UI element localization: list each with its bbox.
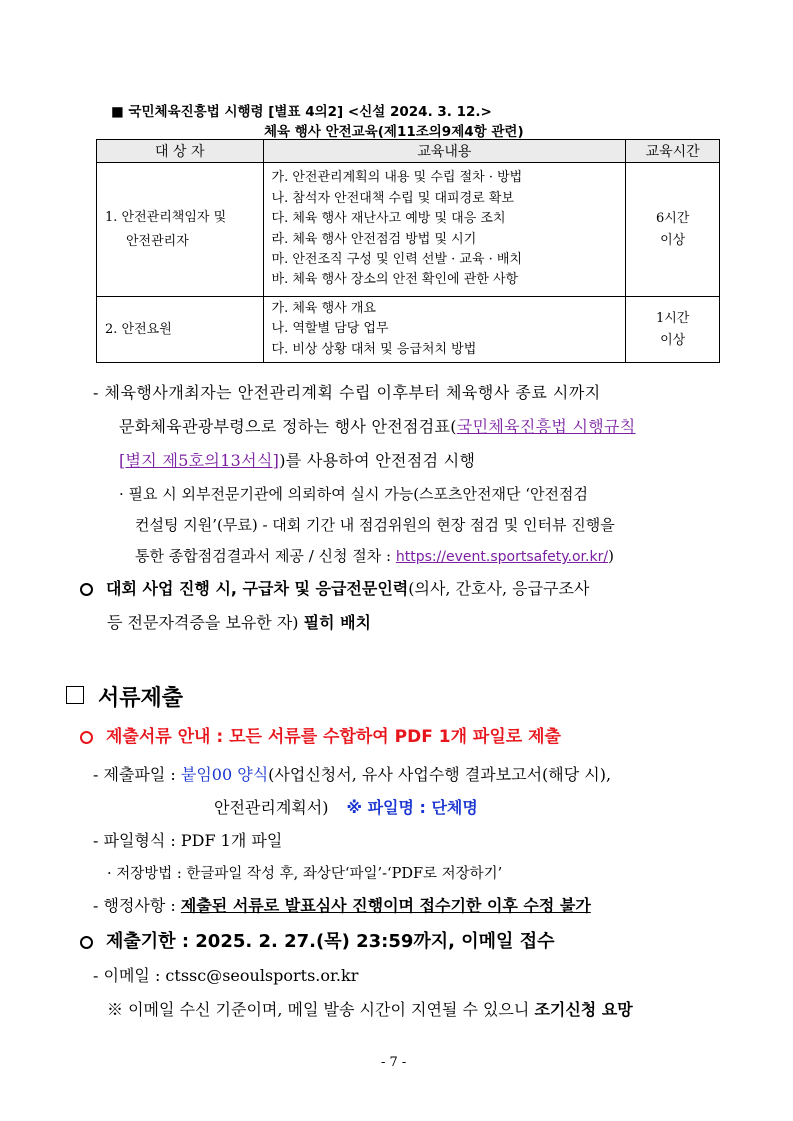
table-header-row (97, 140, 720, 163)
submission-file-line1 (93, 762, 611, 785)
admin-label: - 행정사항 : (93, 896, 181, 915)
list-item: 가. 안전관리계획의 내용 및 수립 절차 · 방법 (271, 170, 523, 186)
submission-file-line2 (214, 795, 478, 818)
row1-target (97, 163, 264, 297)
section-title: 서류제출 (98, 686, 184, 711)
required-placement-text: 필히 배치 (303, 613, 372, 632)
ambulance-bold-text: 대회 사업 진행 시, 구급차 및 응급전문인력 (106, 579, 409, 598)
row2-target-line1: 2. 안전요원 (105, 321, 172, 337)
list-item: 마. 안전조직 구성 및 인력 선발 · 교육 · 배치 (271, 251, 523, 267)
list-item: 다. 비상 상황 대처 및 응급처치 방법 (271, 341, 477, 357)
list-item: 나. 역할별 담당 업무 (271, 321, 389, 337)
row2-contents (263, 297, 626, 363)
list-item: 바. 체육 행사 장소의 안전 확인에 관한 사항 (271, 272, 519, 288)
ambulance-line2 (107, 610, 371, 633)
row2-target (97, 297, 264, 363)
save-method-line: · 저장방법 : 한글파일 작성 후, 좌상단‘파일’-‘PDF로 저장하기’ (107, 866, 503, 882)
row1-target-line1: 1. 안전관리책임자 및 (105, 209, 227, 225)
sportsafety-link[interactable]: https://event.sportsafety.or.kr/ (395, 549, 609, 565)
list-item: 가. 체육 행사 개요 (271, 301, 376, 316)
safety-plan-text: 안전관리계획서) (214, 798, 329, 817)
application-procedure-text: 통한 종합점검결과서 제공 / 신청 절차 : (135, 547, 396, 565)
deadline-text: 제출기한 : 2025. 2. 27.(목) 23:59까지, 이메일 접수 (106, 931, 555, 952)
row1-time (626, 163, 720, 297)
safety-check-text: 문화체육관광부령으로 정하는 행사 안전점검표( (119, 417, 457, 436)
row2-time-line1: 1시간 (655, 310, 690, 326)
checkbox-icon (66, 686, 84, 704)
admin-rule-text: 제출된 서류로 발표심사 진행이며 접수기한 이후 수정 불가 (180, 896, 591, 915)
file-format-line: - 파일형식 : PDF 1개 파일 (93, 831, 283, 850)
circle-bullet-icon (80, 731, 93, 744)
safety-check-text-end: )를 사용하여 안전점검 시행 (279, 451, 476, 470)
page-number: - 7 - (381, 1055, 407, 1070)
admin-line (93, 893, 591, 916)
table-row (97, 163, 720, 297)
row1-contents (263, 163, 626, 297)
attachment-form-text: 붙임00 양식 (180, 765, 269, 784)
circle-bullet-icon (80, 936, 93, 949)
row1-target-line2: 안전관리자 (126, 233, 189, 249)
filename-note: ※ 파일명 : 단체명 (346, 798, 478, 817)
ambulance-line1 (80, 576, 589, 599)
submission-notice (80, 722, 561, 747)
col-header-content: 교육내용 (263, 140, 626, 163)
email-note-text: ※ 이메일 수신 기준이며, 메일 발송 시간이 지연될 수 있으니 (107, 1000, 535, 1019)
list-item: 다. 체육 행사 재난사고 예방 및 대응 조치 (271, 211, 506, 227)
submission-notice-text: 제출서류 안내 : 모든 서류를 수합하여 PDF 1개 파일로 제출 (106, 727, 561, 747)
email-note-line (107, 997, 633, 1020)
table-subtitle: 체육 행사 안전교육(제11조의9제4항 관련) (264, 124, 524, 140)
external-agency-line2: 컨설팅 지원’(무료) - 대회 기간 내 점검위원의 현장 점검 및 인터뷰 진행을 (135, 516, 615, 534)
early-application-text: 조기신청 요망 (534, 1000, 633, 1019)
email-line: - 이메일 : ctssc@seoulsports.or.kr (93, 966, 359, 985)
row1-time-line1: 6시간 (655, 210, 690, 226)
row2-time (626, 297, 720, 363)
ambulance-detail-text2: 등 전문자격증을 보유한 자) (107, 613, 304, 632)
form-link[interactable]: [별지 제5호의13서식] (119, 451, 280, 470)
row1-time-line2: 이상 (660, 232, 686, 248)
ambulance-detail-text: (의사, 간호사, 응급구조사 (408, 579, 590, 598)
row2-time-line2: 이상 (660, 332, 686, 348)
education-table (96, 139, 720, 363)
safety-check-paragraph-line3 (119, 448, 475, 471)
col-header-target: 대 상 자 (97, 140, 264, 163)
deadline-line (80, 927, 555, 953)
submission-file-detail: (사업신청서, 유사 사업수행 결과보고서(해당 시), (268, 765, 612, 784)
list-item: 나. 참석자 안전대책 수립 및 대피경로 확보 (271, 190, 514, 206)
list-item: 라. 체육 행사 안전점검 방법 및 시기 (271, 231, 477, 247)
law-title: ■ 국민체육진흥법 시행령 [별표 4의2] <신설 2024. 3. 12.> (111, 104, 492, 120)
closing-paren: ) (608, 547, 614, 565)
enforcement-rule-link[interactable]: 국민체육진흥법 시행규칙 (456, 417, 636, 436)
circle-bullet-icon (80, 583, 93, 596)
table-row (97, 297, 720, 363)
safety-check-paragraph-line2 (119, 414, 636, 437)
submission-file-label: - 제출파일 : (93, 765, 181, 784)
external-agency-line1: · 필요 시 외부전문기관에 의뢰하여 실시 가능(스포츠안전재단 ‘안전점검 (119, 485, 588, 503)
safety-check-paragraph-line1: - 체육행사개최자는 안전관리계획 수립 이후부터 체육행사 종료 시까지 (93, 383, 601, 402)
external-agency-line3 (135, 545, 614, 566)
col-header-time: 교육시간 (626, 140, 720, 163)
